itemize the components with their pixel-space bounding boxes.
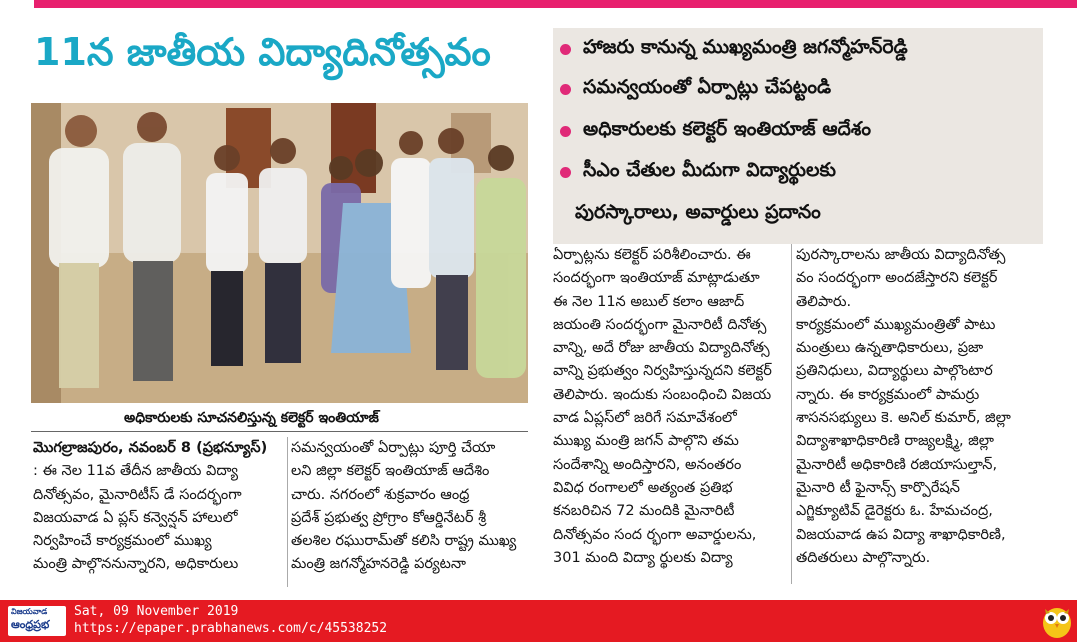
text-line: వాన్ని ప్రభుత్వం నిర్వహిస్తున్నదని కలెక్టర్‌ [553, 363, 772, 380]
text-line: దినోత్సవం, మైనారిటీస్‌ డే సందర్భంగా [33, 486, 242, 503]
text-line: ప్రతినిధులు, విద్యార్థులు పాల్గొంటార [796, 363, 993, 380]
newspaper-logo[interactable] [8, 606, 66, 636]
text-line: నిర్వహించే కార్యక్రమంలో ముఖ్య [33, 533, 212, 550]
text-line: 301 మంది విద్యా ర్థులకు విద్యా [553, 549, 733, 566]
text-line: వాడ ఏప్లస్‌లో జరిగే సమావేశంలో [553, 410, 737, 427]
photo-illustration [31, 103, 528, 403]
highlight-text: అధికారులకు కలెక్టర్‌ ఇంతియాజ్‌ ఆదేశం [583, 118, 871, 140]
highlight-item [583, 36, 908, 63]
text-line: వాన్ని, అదే రోజు జాతీయ విద్యాదినోత్స [553, 340, 770, 357]
article-column-1 [33, 437, 283, 577]
dateline: మొగల్రాజపురం, నవంబర్‌ 8 (ప్రభన్యూస్‌) [33, 440, 268, 456]
column-divider [287, 437, 288, 587]
bullet-dot-icon [560, 84, 571, 95]
text-line: సమన్వయంతో ఏర్పాట్లు పూర్తి చేయా [291, 440, 496, 456]
text-line: కార్యక్రమంలో ముఖ్యమంత్రితో పాటు [796, 316, 996, 333]
text-line: కనబరిచిన 72 మందికి మైనారిటీ [553, 503, 735, 520]
photo-caption: అధికారులకు సూచనలిస్తున్న కలెక్టర్‌ ఇంతియాజ్‌ [124, 410, 379, 426]
text-line: తలశిల రఘురామ్‌తో కలిసి రాష్ట్ర ముఖ్య [291, 533, 517, 550]
highlight-text: హాజరు కానున్న ముఖ్యమంత్రి జగన్మోహన్‌రెడ్డి [583, 36, 908, 58]
text-line: దినోత్సవం సంద ర్భంగా అవార్డులను, [553, 526, 757, 543]
bullet-dot-icon [560, 126, 571, 137]
article-url[interactable]: https://epaper.prabhanews.com/c/45538252 [74, 621, 388, 636]
article-column-3 [553, 244, 793, 570]
caption-divider [31, 431, 528, 432]
highlight-item [583, 159, 836, 186]
top-accent-bar [0, 0, 1077, 8]
top-bar-gap [0, 0, 34, 8]
text-line: తదితరులు పాల్గొన్నారు. [796, 549, 931, 566]
text-line: లని జిల్లా కలెక్టర్‌ ఇంతియాజ్‌ ఆదేశిం [291, 463, 490, 480]
text-line: ఈ నెల 11న అబుల్‌ కలాం ఆజాద్‌ [553, 293, 745, 310]
text-line: మంత్రులు ఉన్నతాధికారులు, ప్రజా [796, 340, 984, 357]
text-line: : ఈ నెల 11వ తేదీన జాతీయ విద్యా [33, 463, 239, 480]
highlight-text: సమన్వయంతో ఏర్పాట్లు చేపట్టండి [583, 76, 832, 98]
text-line: చారు. నగరంలో శుక్రవారం ఆంధ్ర [291, 486, 470, 503]
text-line: విజయవాడ ఏ ప్లస్‌ కన్వెన్షన్‌ హాలులో [33, 509, 238, 526]
logo-edition: విజయవాడ [11, 607, 48, 616]
text-line: ముఖ్య మంత్రి జగన్‌ పాల్గొని తమ [553, 433, 739, 450]
article-column-2 [291, 437, 531, 577]
highlight-item-continued [575, 201, 821, 228]
text-line: ఎగ్జిక్యూటివ్‌ డైరెక్టరు ఓ. హేమచంద్ర, [796, 503, 993, 520]
text-line: జయంతి సందర్భంగా మైనారిటీ దినోత్స [553, 316, 767, 333]
text-line: తెలిపారు. [796, 293, 852, 310]
text-line: సందేశాన్ని అందిస్తారని, అనంతరం [553, 456, 742, 473]
text-line: న్నారు. ఈ కార్యక్రమంలో పామర్రు [796, 386, 980, 403]
text-line: వివిధ రంగాలలో అత్యంత ప్రతిభ [553, 479, 733, 496]
text-line: వం సందర్భంగా అందజేస్తారని కలెక్టర్‌ [796, 270, 998, 287]
bullet-dot-icon [560, 44, 571, 55]
logo-title: ఆంధ్రప్రభ [11, 618, 50, 631]
text-line: ప్రదేశ్‌ ప్రభుత్వ ప్రోగ్రాం కోఆర్డినేటర్‌ శ్రీ [291, 509, 487, 526]
edition-date: Sat, 09 November 2019 [74, 604, 239, 619]
highlight-item [583, 118, 871, 145]
headline: 11న జాతీయ విద్యాదినోత్సవం [34, 30, 491, 74]
text-line: మైనారి టీ ఫైనాన్స్‌ కార్పొరేషన్‌ [796, 479, 960, 496]
text-line: మంత్రి పాల్గొననున్నారని, అధికారులు [33, 556, 239, 573]
text-line: విద్యాశాఖాధికారిణి రాజ్యలక్ష్మి, జిల్లా [796, 433, 994, 450]
news-photo [31, 103, 528, 403]
text-line: సందర్భంగా ఇంతియాజ్‌ మాట్లాడుతూ [553, 270, 760, 287]
bullet-dot-icon [560, 167, 571, 178]
owl-icon [1040, 603, 1074, 639]
highlights-box [553, 28, 1043, 244]
text-line: మంత్రి జగన్మోహనరెడ్డి పర్యటనా [291, 556, 466, 573]
text-line: మైనారిటీ అధికారిణి రజియాసుల్తాన్‌, [796, 456, 998, 473]
column-divider [791, 244, 792, 584]
text-line: శాసనసభ్యులు కె. అనిల్‌ కుమార్‌, జిల్లా [796, 410, 1011, 427]
highlight-text: సీఎం చేతుల మీదుగా విద్యార్థులకు [583, 159, 836, 181]
text-line: ఏర్పాట్లను కలెక్టర్‌ పరిశీలించారు. ఈ [553, 247, 751, 263]
article-column-4 [796, 244, 1056, 570]
text-line: తెలిపారు. ఇందుకు సంబంధించి విజయ [553, 386, 772, 403]
highlight-text: పురస్కారాలు, అవార్డులు ప్రదానం [575, 201, 821, 223]
text-line: విజయవాడ ఉప విద్యా శాఖాధికారిణి, [796, 526, 1006, 543]
highlight-item [583, 76, 831, 103]
text-line: పురస్కారాలను జాతీయ విద్యాదినోత్స [796, 247, 1006, 263]
